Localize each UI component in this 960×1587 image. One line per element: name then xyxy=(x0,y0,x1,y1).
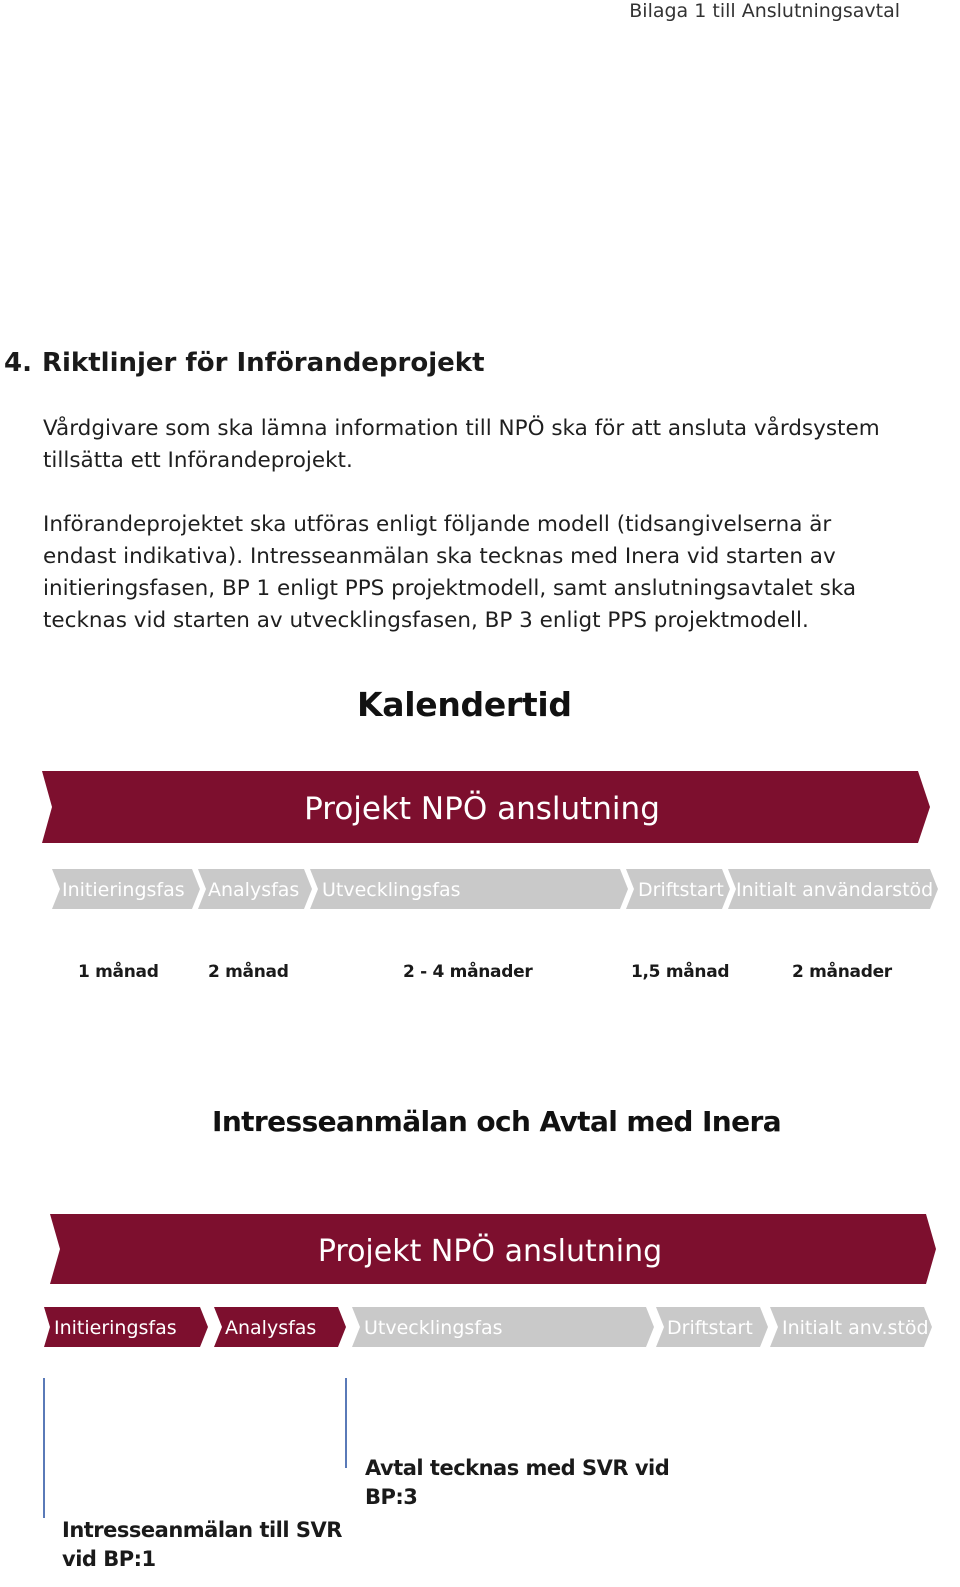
figure-2-diagram xyxy=(0,1210,960,1360)
figure-1-diagram xyxy=(0,765,960,965)
figure-1-duration-1: 1 månad xyxy=(78,962,159,982)
figure-2-phase-label-5: Initialt anv.stöd xyxy=(782,1317,929,1339)
figure-2-phase-label-2: Analysfas xyxy=(225,1317,317,1339)
figure-2-note-avtal-line-2: BP:3 xyxy=(365,1485,418,1509)
paragraph-1-line-2: tillsätta ett Införandeprojekt. xyxy=(43,448,353,473)
figure-2-phase-label-3: Utvecklingsfas xyxy=(364,1317,503,1339)
figure-2-note-avtal-line-1: Avtal tecknas med SVR vid xyxy=(365,1456,670,1480)
figure-1-phase-label-5: Initialt användarstöd xyxy=(736,879,934,901)
figure-1-phase-label-4: Driftstart xyxy=(638,879,724,901)
figure-1-duration-3: 2 - 4 månader xyxy=(403,962,533,982)
figure-2-note-intresseanmalan-line-1: Intresseanmälan till SVR xyxy=(62,1518,342,1542)
section-number: 4. xyxy=(4,348,32,378)
figure-2-note-intresseanmalan-line-2: vid BP:1 xyxy=(62,1547,156,1571)
figure-2-title: Intresseanmälan och Avtal med Inera xyxy=(212,1105,781,1138)
figure-1-phase-label-1: Initieringsfas xyxy=(62,879,185,901)
section-heading xyxy=(4,348,485,378)
figure-1-phase-label-2: Analysfas xyxy=(208,879,300,901)
paragraph-2-line-2: endast indikativa). Intresseanmälan ska tecknas med Inera vid starten av xyxy=(43,544,836,569)
paragraph-1-line-1: Vårdgivare som ska lämna information till NPÖ ska för att ansluta vårdsystem xyxy=(43,416,880,441)
section-title: Riktlinjer för Införandeprojekt xyxy=(42,348,485,378)
paragraph-2-line-3: initieringsfasen, BP 1 enligt PPS projektmodell, samt anslutningsavtalet ska xyxy=(43,576,857,601)
figure-1-phase-label-3: Utvecklingsfas xyxy=(322,879,461,901)
figure-2-note-avtal xyxy=(365,1454,669,1512)
figure-1-band-label: Projekt NPÖ anslutning xyxy=(304,791,660,827)
figure-1-duration-5: 2 månader xyxy=(792,962,892,982)
figure-2-note-intresseanmalan xyxy=(62,1516,342,1574)
figure-2-phase-label-4: Driftstart xyxy=(667,1317,753,1339)
paragraph-2-line-4: tecknas vid starten av utvecklingsfasen, BP 3 enligt PPS projektmodell. xyxy=(43,608,809,633)
figure-1-title: Kalendertid xyxy=(357,685,572,724)
paragraph-2-line-1: Införandeprojektet ska utföras enligt följande modell (tidsangivelserna är xyxy=(43,512,832,537)
document-header: Bilaga 1 till Anslutningsavtal xyxy=(629,0,900,22)
paragraph-1 xyxy=(43,413,923,477)
figure-2-band-label: Projekt NPÖ anslutning xyxy=(317,1234,663,1269)
bp1-marker-line xyxy=(43,1378,45,1518)
paragraph-2 xyxy=(43,509,923,637)
bp3-marker-line xyxy=(345,1378,347,1468)
figure-1-duration-4: 1,5 månad xyxy=(631,962,730,982)
figure-1-duration-2: 2 månad xyxy=(208,962,289,982)
figure-2-phase-label-1: Initieringsfas xyxy=(54,1317,177,1339)
